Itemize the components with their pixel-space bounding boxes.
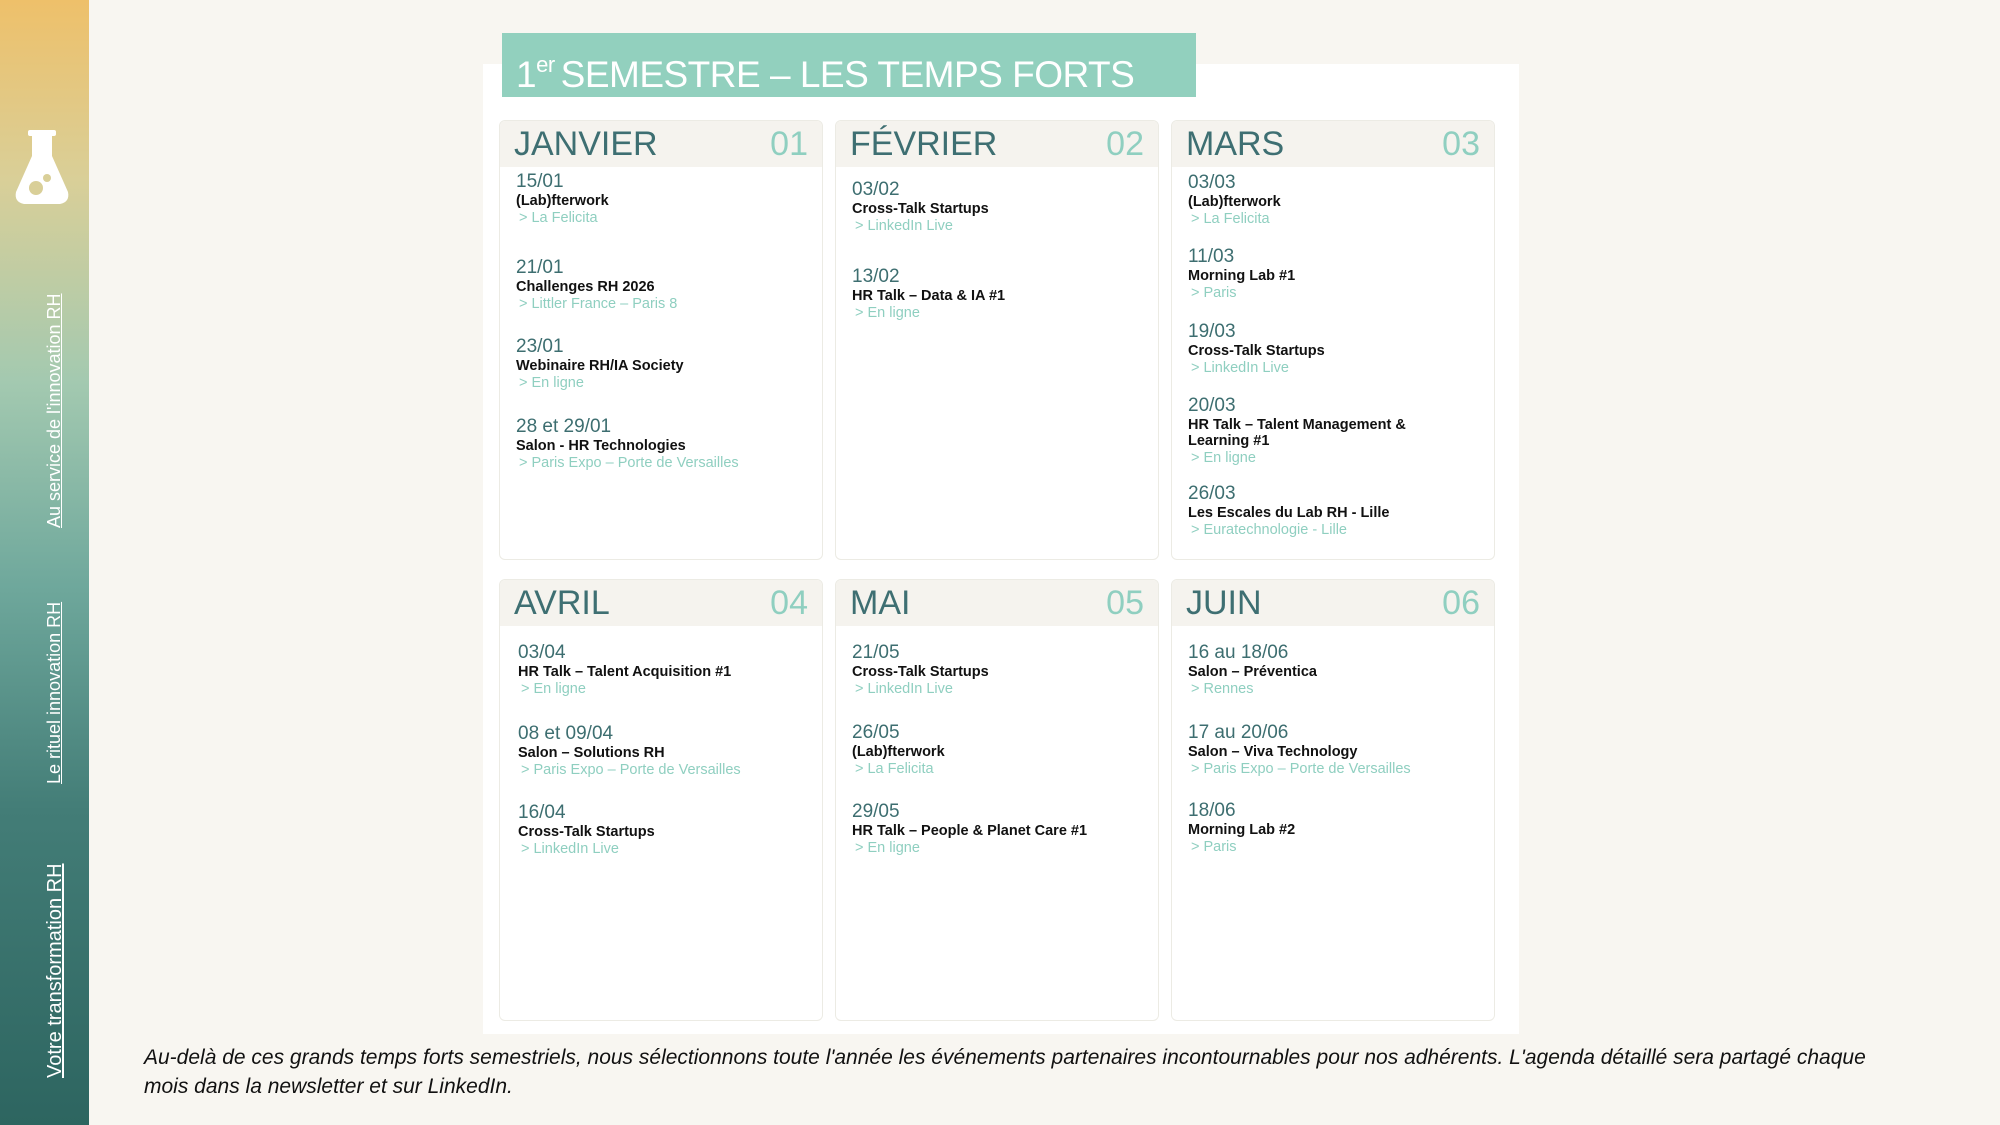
event-item (518, 642, 818, 698)
event-title: HR Talk – Talent Acquisition #1 (518, 664, 732, 680)
event-location: > LinkedIn Live (855, 218, 953, 234)
event-date: 26/03 (1188, 483, 1236, 504)
event-item (852, 722, 1152, 778)
sidebar (0, 0, 89, 1125)
event-date: 26/05 (852, 722, 900, 743)
event-item (852, 801, 1152, 857)
month-card-mai (835, 579, 1159, 1021)
month-name: AVRIL (514, 584, 610, 622)
event-item (1188, 483, 1488, 539)
event-title: Webinaire RH/IA Society (516, 358, 684, 374)
event-location: > En ligne (519, 375, 584, 391)
event-location: > Paris Expo – Porte de Versailles (521, 762, 741, 778)
event-title: Cross-Talk Startups (852, 201, 989, 217)
month-number: 06 (1442, 584, 1480, 622)
month-number: 02 (1106, 125, 1144, 163)
month-number: 03 (1442, 125, 1480, 163)
event-title: Morning Lab #1 (1188, 268, 1296, 284)
event-item (518, 723, 818, 779)
event-item (852, 266, 1152, 322)
month-number: 04 (770, 584, 808, 622)
event-title: Salon - HR Technologies (516, 438, 686, 454)
event-title: Salon – Viva Technology (1188, 744, 1358, 760)
event-title: Salon – Solutions RH (518, 745, 665, 761)
event-item (1188, 395, 1418, 467)
page-title (502, 33, 1196, 97)
event-location: > Paris Expo – Porte de Versailles (519, 455, 739, 471)
event-title: HR Talk – Data & IA #1 (852, 288, 1006, 304)
event-location: > LinkedIn Live (1191, 360, 1289, 376)
month-header (500, 121, 822, 167)
event-location: > LinkedIn Live (855, 681, 953, 697)
month-header (836, 580, 1158, 626)
event-date: 11/03 (1188, 246, 1235, 267)
event-item (516, 416, 816, 472)
event-date: 18/06 (1188, 800, 1236, 821)
event-date: 16/04 (518, 802, 566, 823)
sidebar-link-innovation[interactable]: Au service de l'innovation RH (44, 293, 64, 528)
event-title: Cross-Talk Startups (852, 664, 989, 680)
month-name: MARS (1186, 125, 1285, 163)
event-item (852, 642, 1152, 698)
event-date: 21/01 (516, 257, 564, 278)
month-card-mars (1171, 120, 1495, 560)
event-location: > Rennes (1191, 681, 1254, 697)
event-location: > En ligne (855, 840, 920, 856)
event-location: > En ligne (1191, 450, 1256, 466)
month-header (1172, 121, 1494, 167)
event-location: > Littler France – Paris 8 (519, 296, 678, 312)
month-number: 05 (1106, 584, 1144, 622)
month-card-juin (1171, 579, 1495, 1021)
flask-logo-icon (14, 130, 70, 206)
event-date: 28 et 29/01 (516, 416, 612, 437)
event-location: > La Felicita (519, 210, 598, 226)
event-item (516, 257, 816, 313)
event-location: > En ligne (855, 305, 920, 321)
event-date: 03/03 (1188, 172, 1236, 193)
event-location: > La Felicita (1191, 211, 1270, 227)
event-title: HR Talk – Talent Management & Learning #1 (1188, 417, 1406, 449)
event-item (1188, 722, 1488, 778)
event-title: Morning Lab #2 (1188, 822, 1296, 838)
event-date: 23/01 (516, 336, 564, 357)
event-date: 29/05 (852, 801, 900, 822)
event-date: 21/05 (852, 642, 900, 663)
event-title: Les Escales du Lab RH - Lille (1188, 505, 1390, 521)
event-location: > Paris Expo – Porte de Versailles (1191, 761, 1411, 777)
month-name: JUIN (1186, 584, 1262, 622)
event-date: 03/04 (518, 642, 566, 663)
event-date: 17 au 20/06 (1188, 722, 1289, 743)
event-item (516, 336, 816, 392)
event-item (852, 179, 1152, 235)
event-item (516, 171, 816, 227)
month-card-avril (499, 579, 823, 1021)
event-location: > LinkedIn Live (521, 841, 619, 857)
event-location: > La Felicita (855, 761, 934, 777)
event-date: 03/02 (852, 179, 900, 200)
title-text: SEMESTRE – LES TEMPS FORTS (560, 54, 1135, 95)
event-title: (Lab)fterwork (852, 744, 945, 760)
event-item (518, 802, 818, 858)
event-date: 20/03 (1188, 395, 1236, 416)
title-sup: er (536, 52, 555, 77)
event-title: Cross-Talk Startups (1188, 343, 1325, 359)
month-card-janvier (499, 120, 823, 560)
event-date: 16 au 18/06 (1188, 642, 1289, 663)
month-header (500, 580, 822, 626)
month-header (1172, 580, 1494, 626)
event-location: > Euratechnologie - Lille (1191, 522, 1347, 538)
event-title: (Lab)fterwork (516, 193, 609, 209)
month-name: MAI (850, 584, 911, 622)
month-name: JANVIER (514, 125, 658, 163)
title-prefix: 1 (516, 54, 537, 95)
event-location: > Paris (1191, 285, 1237, 301)
event-item (1188, 246, 1488, 302)
event-item (1188, 800, 1488, 856)
footer-note: Au-delà de ces grands temps forts semestriels, nous sélectionnons toute l'année les événements partenaires incontournables pour nos adhérents. L'agenda détaillé sera partagé chaque mois dans la newsletter et sur LinkedIn. (144, 1046, 1866, 1098)
event-title: (Lab)fterwork (1188, 194, 1281, 210)
event-item (1188, 642, 1488, 698)
event-date: 15/01 (516, 171, 564, 192)
month-card-fevrier (835, 120, 1159, 560)
event-date: 19/03 (1188, 321, 1236, 342)
month-name: FÉVRIER (850, 125, 998, 163)
event-item (1188, 172, 1488, 228)
event-location: > En ligne (521, 681, 586, 697)
month-header (836, 121, 1158, 167)
event-location: > Paris (1191, 839, 1237, 855)
sidebar-link-transformation[interactable]: Votre transformation RH (44, 863, 66, 1078)
event-title: HR Talk – People & Planet Care #1 (852, 823, 1088, 839)
event-title: Cross-Talk Startups (518, 824, 655, 840)
event-date: 13/02 (852, 266, 900, 287)
event-item (1188, 321, 1488, 377)
event-title: Salon – Préventica (1188, 664, 1317, 680)
event-title: Challenges RH 2026 (516, 279, 655, 295)
event-date: 08 et 09/04 (518, 723, 614, 744)
month-number: 01 (770, 125, 808, 163)
sidebar-link-rituel[interactable]: Le rituel innovation RH (44, 601, 64, 784)
